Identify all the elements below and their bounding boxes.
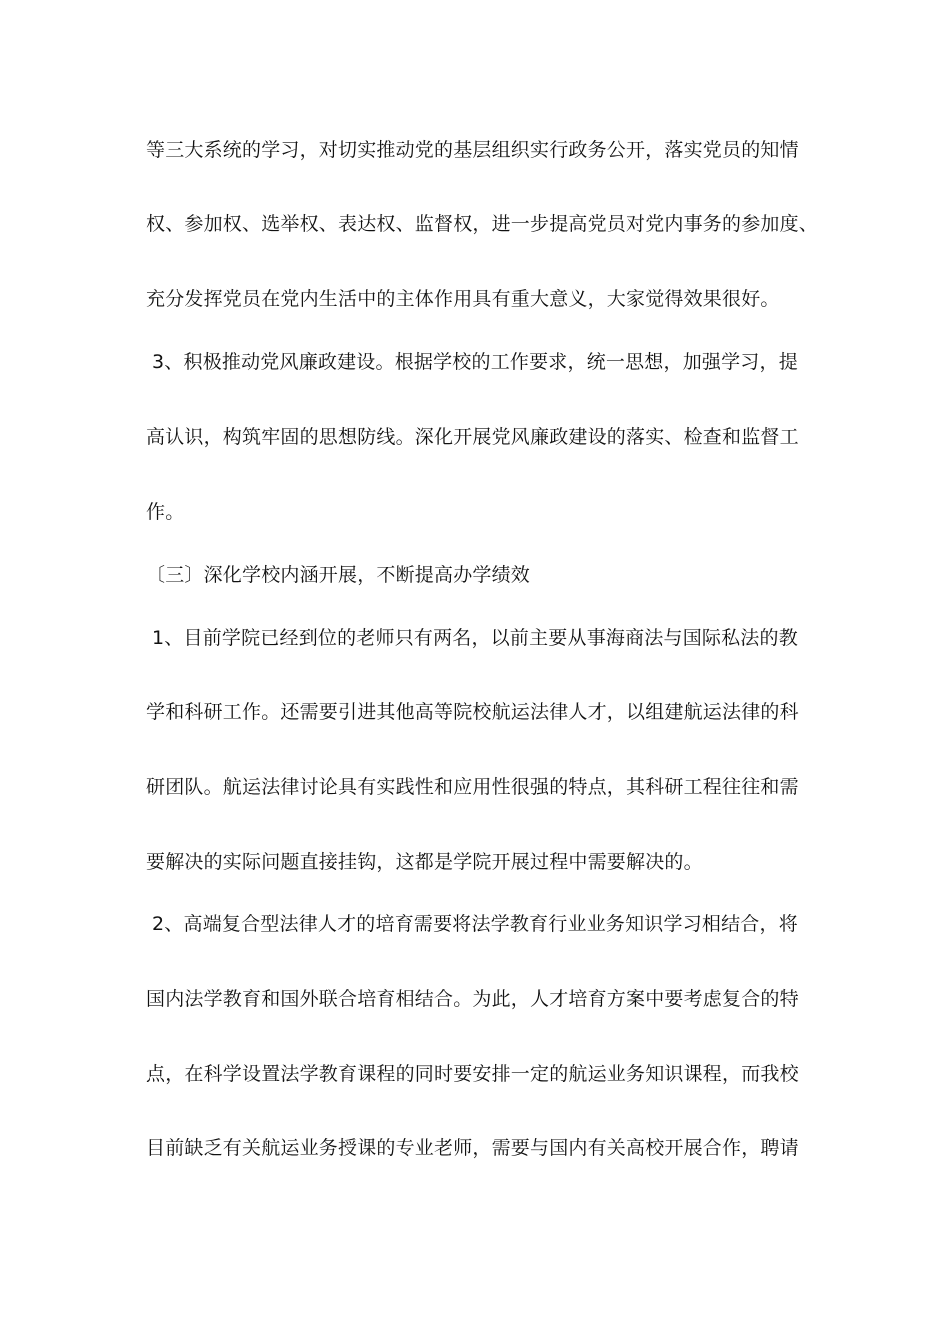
paragraph-line: 要解决的实际问题直接挂钩，这都是学院开展过程中需要解决的。 bbox=[146, 851, 703, 873]
list-item-1-line: 1、目前学院已经到位的老师只有两名，以前主要从事海商法与国际私法的教 bbox=[152, 627, 798, 649]
paragraph-line: 充分发挥党员在党内生活中的主体作用具有重大意义，大家觉得效果很好。 bbox=[146, 288, 780, 310]
paragraph-line: 权、参加权、选举权、表达权、监督权，进一步提高党员对党内事务的参加度、 bbox=[146, 213, 819, 235]
list-item-2-line: 2、高端复合型法律人才的培育需要将法学教育行业业务知识学习相结合，将 bbox=[152, 913, 798, 935]
section-heading: 〔三〕深化学校内涵开展，不断提高办学绩效 bbox=[146, 564, 531, 586]
paragraph-line: 高认识，构筑牢固的思想防线。深化开展党风廉政建设的落实、检查和监督工 bbox=[146, 426, 799, 448]
paragraph-line: 国内法学教育和国外联合培育相结合。为此，人才培育方案中要考虑复合的特 bbox=[146, 988, 799, 1010]
paragraph-line: 等三大系统的学习，对切实推动党的基层组织实行政务公开，落实党员的知情 bbox=[146, 139, 799, 161]
paragraph-line: 作。 bbox=[146, 501, 185, 523]
paragraph-line: 学和科研工作。还需要引进其他高等院校航运法律人才，以组建航运法律的科 bbox=[146, 701, 799, 723]
paragraph-line: 目前缺乏有关航运业务授课的专业老师，需要与国内有关高校开展合作，聘请 bbox=[146, 1137, 799, 1159]
list-item-3-line: 3、积极推动党风廉政建设。根据学校的工作要求，统一思想，加强学习，提 bbox=[152, 351, 798, 373]
paragraph-line: 点，在科学设置法学教育课程的同时要安排一定的航运业务知识课程，而我校 bbox=[146, 1063, 799, 1085]
paragraph-line: 研团队。航运法律讨论具有实践性和应用性很强的特点，其科研工程往往和需 bbox=[146, 776, 799, 798]
